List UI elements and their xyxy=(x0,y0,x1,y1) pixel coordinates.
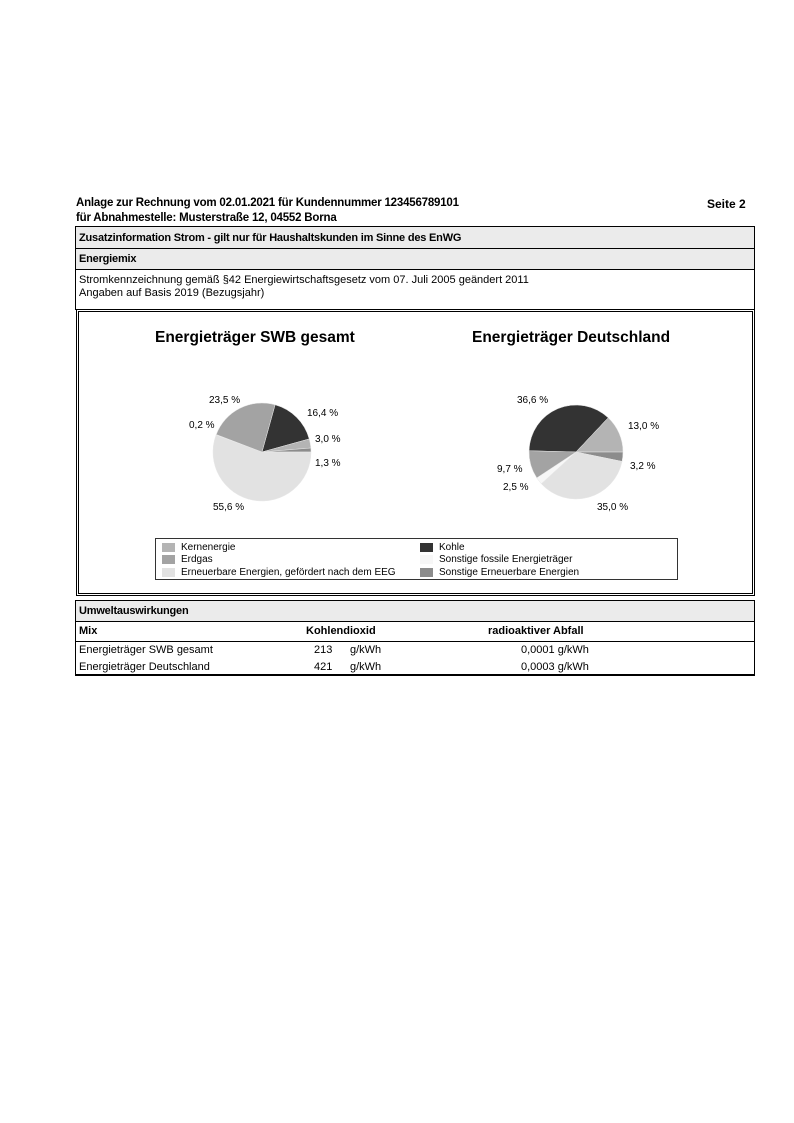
pie-data-label: 16,4 % xyxy=(307,408,339,419)
legend-label: Kohle xyxy=(439,541,465,553)
column-header-co2: Kohlendioxid xyxy=(306,625,376,637)
legend-item-erdgas xyxy=(162,553,213,565)
pie-data-label: 9,7 % xyxy=(497,464,523,475)
intro-line-2: Angaben auf Basis 2019 (Bezugsjahr) xyxy=(79,287,265,299)
pie-data-label: 3,0 % xyxy=(315,434,341,445)
environmental-impact-table xyxy=(75,621,755,676)
pie-data-label: 0,2 % xyxy=(189,420,215,431)
column-header-mix: Mix xyxy=(79,625,98,637)
intro-line-1: Stromkennzeichnung gemäß §42 Energiewirtschaftsgesetz vom 07. Juli 2005 geändert 2011 xyxy=(79,274,529,286)
cell-waste: 0,0003 g/kWh xyxy=(521,661,589,673)
legend-item-kernenergie xyxy=(162,541,235,553)
pie-data-label: 3,2 % xyxy=(630,461,656,472)
legend-swatch xyxy=(162,568,175,577)
pie-data-label: 1,3 % xyxy=(315,458,341,469)
table-header-row xyxy=(76,622,754,642)
chart-title-deutschland: Energieträger Deutschland xyxy=(472,329,671,346)
legend-label: Kernenergie xyxy=(181,541,236,553)
cell-co2-unit: g/kWh xyxy=(350,644,382,656)
table-row xyxy=(76,641,754,659)
legend-item-sonstige-erneuerbare xyxy=(420,566,579,578)
pie-data-label: 13,0 % xyxy=(628,421,660,432)
legend-item-eeg xyxy=(162,566,396,578)
invoice-annex-heading: Anlage zur Rechnung vom 02.01.2021 für Kundennummer 123456789101 xyxy=(76,197,459,209)
cell-mix: Energieträger Deutschland xyxy=(79,661,210,673)
column-header-waste: radioaktiver Abfall xyxy=(488,625,584,637)
legend-swatch xyxy=(420,568,433,577)
legend-item-kohle xyxy=(420,541,465,553)
chart-title-swb: Energieträger SWB gesamt xyxy=(155,329,355,346)
energiemix-intro xyxy=(75,269,755,310)
chart-legend xyxy=(155,538,678,580)
legend-label: Erdgas xyxy=(181,553,213,565)
legend-label: Sonstige fossile Energieträger xyxy=(439,553,573,565)
cell-co2-unit: g/kWh xyxy=(350,661,382,673)
pie-data-label: 36,6 % xyxy=(517,395,549,406)
pie-chart-deutschland xyxy=(419,392,754,532)
section-title: Energiemix xyxy=(79,253,137,265)
section-header-zusatzinformation xyxy=(75,226,755,249)
table-row xyxy=(76,658,754,676)
legend-label: Sonstige Erneuerbare Energien xyxy=(439,566,580,578)
cell-co2: 421 xyxy=(314,661,333,673)
cell-waste: 0,0001 g/kWh xyxy=(521,644,589,656)
pie-data-label: 35,0 % xyxy=(597,502,629,513)
legend-swatch xyxy=(420,543,433,552)
legend-item-sonstige-fossile xyxy=(420,553,572,565)
legend-label: Erneuerbare Energien, gefördert nach dem EEG xyxy=(181,566,396,578)
legend-swatch xyxy=(420,555,433,564)
energy-mix-chart-frame xyxy=(76,309,755,596)
cell-mix: Energieträger SWB gesamt xyxy=(79,644,213,656)
page-number: Seite 2 xyxy=(707,197,746,211)
section-header-energiemix xyxy=(75,248,755,270)
delivery-point-heading: für Abnahmestelle: Musterstraße 12, 04552 Borna xyxy=(76,212,337,224)
pie-data-label: 23,5 % xyxy=(209,395,241,406)
section-header-umweltauswirkungen xyxy=(75,600,755,622)
cell-co2: 213 xyxy=(314,644,333,656)
legend-swatch xyxy=(162,543,175,552)
section-title: Zusatzinformation Strom - gilt nur für Haushaltskunden im Sinne des EnWG xyxy=(79,231,462,244)
pie-data-label: 2,5 % xyxy=(503,482,529,493)
pie-data-label: 55,6 % xyxy=(213,502,245,513)
pie-chart-swb xyxy=(79,392,419,532)
section-title: Umweltauswirkungen xyxy=(79,605,189,617)
legend-swatch xyxy=(162,555,175,564)
